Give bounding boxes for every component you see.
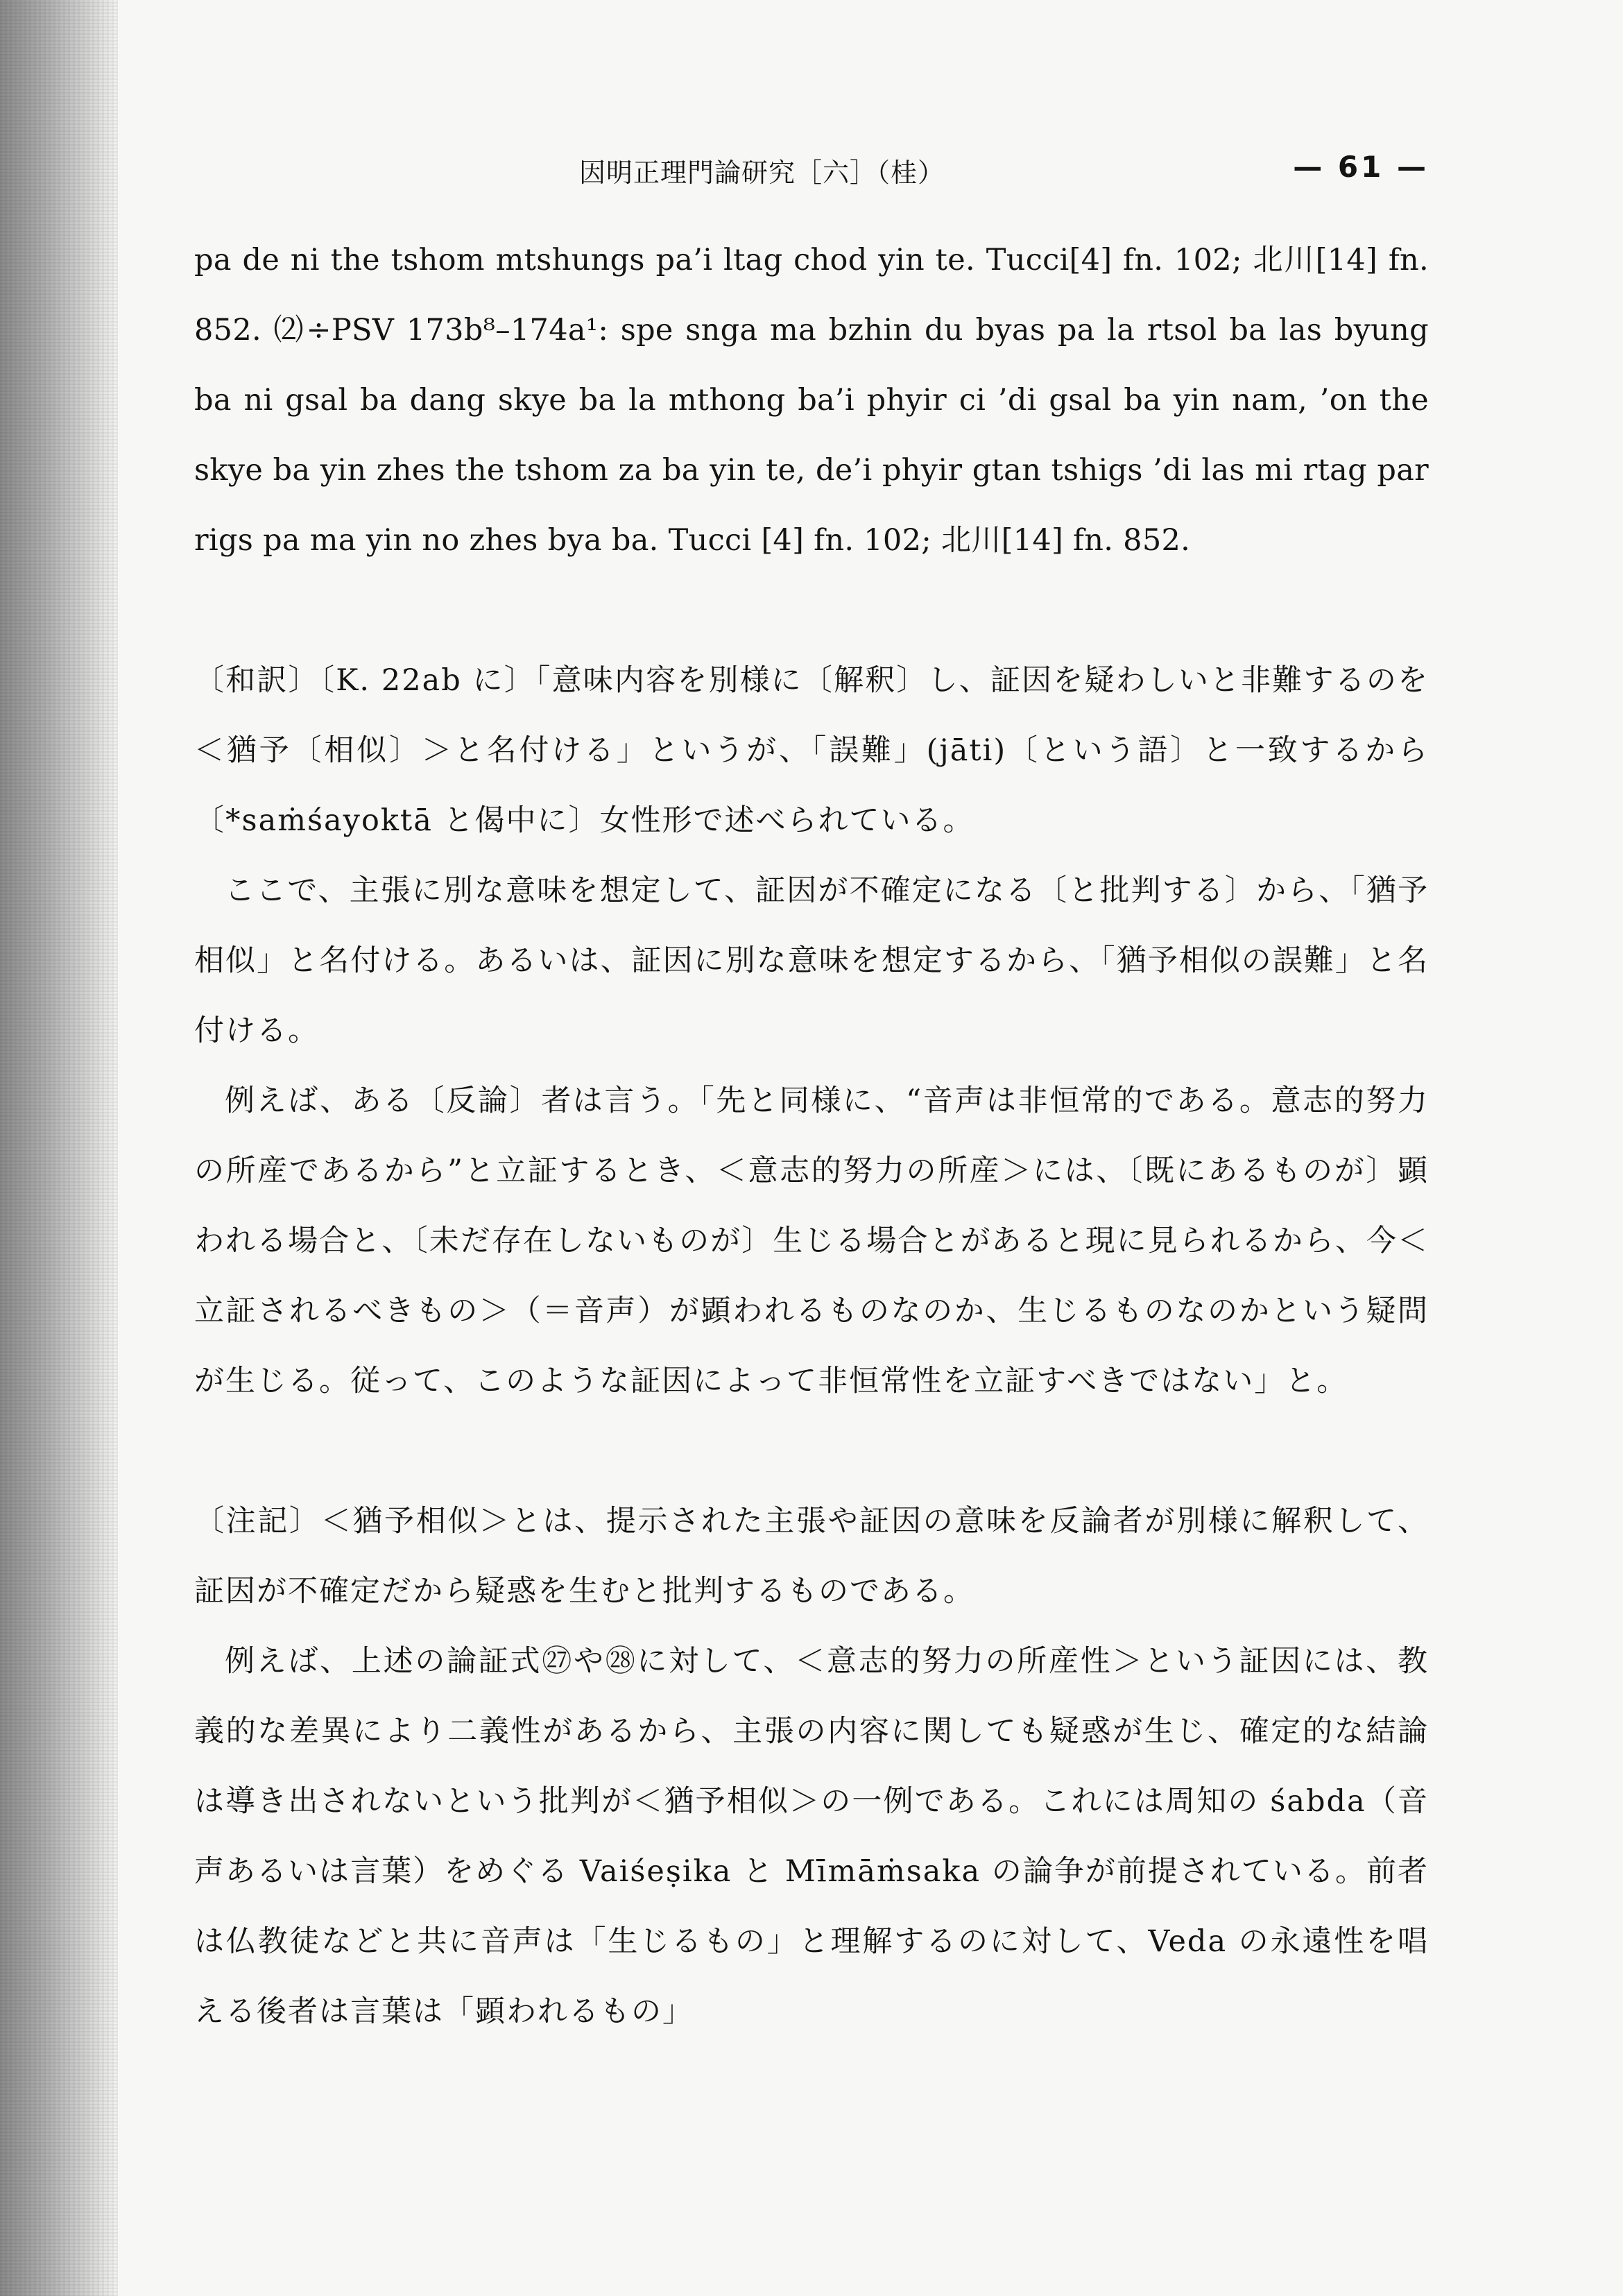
running-header: [194, 144, 1429, 193]
notes-paragraph-1: 〔注記〕＜猶予相似＞とは、提示された主張や証因の意味を反論者が別様に解釈して、証因が不確定だから疑惑を生むと批判するものである。: [194, 1504, 1429, 1609]
page-number: — 61 —: [1293, 150, 1429, 184]
section-gap: [194, 576, 1429, 646]
translation-paragraph-2: ここで、主張に別な意味を想定して、証因が不確定になる〔と批判する〕から、「猶予相似」と名付ける。あるいは、証因に別な意味を想定するから、「猶予相似の誤難」と名付ける。: [194, 873, 1429, 1048]
page-body: [194, 225, 1429, 2047]
notes-paragraph-2: 例えば、上述の論証式㉗や㉘に対して、＜意志的努力の所産性＞という証因には、教義的な差異により二義性があるから、主張の内容に関しても疑惑が生じ、確定的な結論は導き出されないという批判が＜猶予相似＞の一例である。これには周知の śabda（音声あるいは言葉）をめぐる Vaiśeṣika と Mīmāṁsaka の論争が前提されている。前者は仏教徒などと共に音声は「生じるもの」と理解するのに対して、Veda の永遠性を唱える後者は言葉は「顕われるもの」: [194, 1644, 1429, 2029]
running-title: 因明正理門論研究［六］（桂）: [579, 157, 945, 188]
footnote-text: pa de ni the tshom mtshungs pa’i ltag chod yin te. Tucci[4] fn. 102; 北川[14] fn. 852. ⑵÷PSV 173b⁸–174a¹: spe snga ma bzhin du byas pa la rtsol ba las byung ba ni gsal ba dang skye ba la mthong ba’i phyir ci ’di gsal ba yin nam, ’on the skye ba yin zhes the tshom za ba yin te, de’i phyir gtan tshigs ’di las mi rtag par rigs pa ma yin no zhes bya ba. Tucci [4] fn. 102; 北川[14] fn. 852.: [194, 243, 1429, 558]
translation-paragraph-3: 例えば、ある〔反論〕者は言う。「先と同様に、“音声は非恒常的である。意志的努力の所産であるから”と立証するとき、＜意志的努力の所産＞には、〔既にあるものが〕顕われる場合と、〔未だ存在しないものが〕生じる場合とがあると現に見られるから、今＜立証されるべきもの＞（＝音声）が顕われるものなのか、生じるものなのかという疑問が生じる。従って、このような証因によって非恒常性を立証すべきではない」と。: [194, 1083, 1429, 1398]
page-binding-edge: [0, 0, 118, 2296]
translation-paragraph-1: 〔和訳〕〔K. 22ab に〕「意味内容を別様に〔解釈〕し、証因を疑わしいと非難するのを＜猶予〔相似〕＞と名付ける」というが、「誤難」(jāti)〔という語〕と一致するから〔*saṁśayoktā と偈中に〕女性形で述べられている。: [194, 663, 1429, 838]
section-gap: [194, 1416, 1429, 1487]
